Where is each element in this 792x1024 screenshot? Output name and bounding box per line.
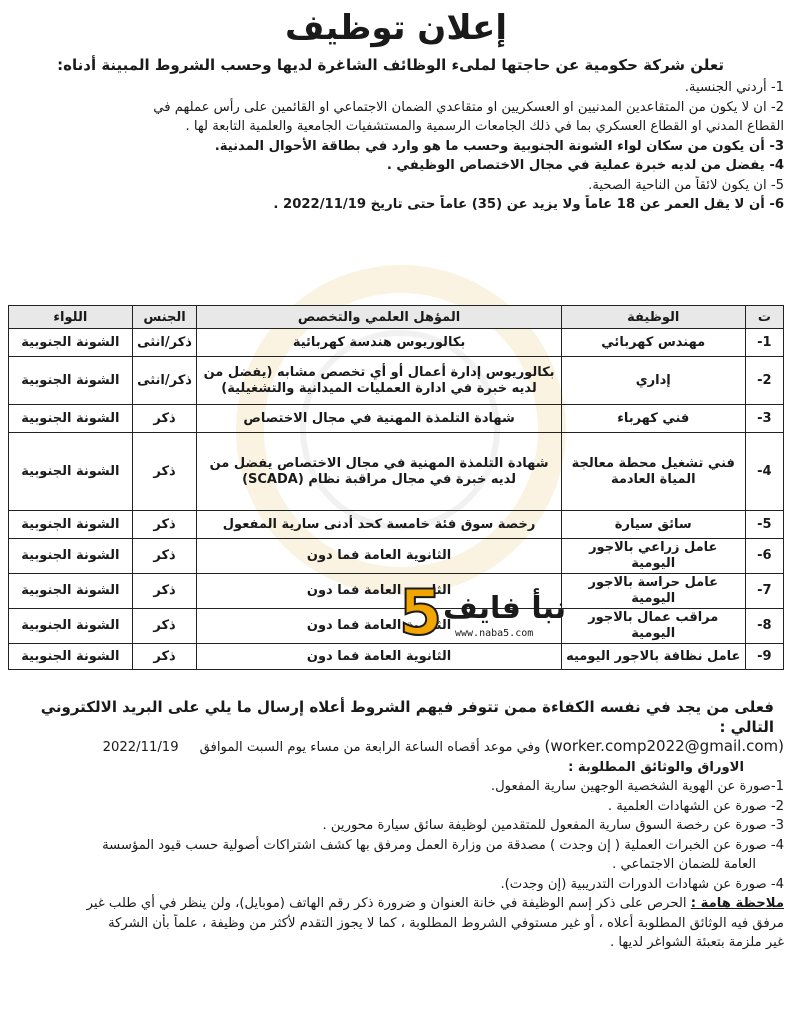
- table-row: [9, 433, 784, 511]
- email-address[interactable]: (worker.comp2022@gmail.com): [544, 737, 784, 755]
- row-region: الشونة الجنوبية: [9, 433, 133, 511]
- row-num: 5-: [745, 511, 783, 539]
- logo-digit: 5: [399, 576, 443, 649]
- doc-item: 2- صورة عن الشهادات العلمية .: [607, 798, 784, 814]
- row-qual: الثانوية العامة فما دون: [197, 609, 562, 644]
- row-region: الشونة الجنوبية: [9, 539, 133, 574]
- row-gender: ذكر: [132, 433, 197, 511]
- doc-item: 4- صورة عن شهادات الدورات التدريبية (إن وجدت).: [500, 876, 784, 892]
- row-qual: شهادة التلمذة المهنية في مجال الاختصاص يفضل من لديه خبرة في مجال مراقبة نظام (SCADA): [197, 433, 562, 511]
- table-row: [9, 539, 784, 574]
- table-row: [9, 329, 784, 357]
- apply-heading: فعلى من يجد في نفسه الكفاءة ممن تتوفر فيهم الشروط أعلاه إرسال ما يلي على البريد الالكتروني التالي :: [40, 698, 774, 736]
- row-region: الشونة الجنوبية: [9, 511, 133, 539]
- row-job: مراقب عمال بالاجور اليومية: [561, 609, 745, 644]
- row-qual: شهادة التلمذة المهنية في مجال الاختصاص: [197, 405, 562, 433]
- row-gender: ذكر: [132, 405, 197, 433]
- doc-item: 1-صورة عن الهوية الشخصية الوجهين سارية المفعول.: [490, 779, 784, 794]
- table-header-row: [9, 306, 784, 329]
- doc-item: 4- صورة عن الخبرات العملية ( إن وجدت ) مصدقة من وزارة العمل ومرفق بها كشف اشتراكات أصولية حسب قيود المؤسسة: [102, 837, 784, 853]
- note-line-3: غير ملزمة بتعبئة الشواغر لديها .: [610, 935, 784, 950]
- naba5-logo: [395, 576, 605, 652]
- row-num: 4-: [745, 433, 783, 511]
- table-row: [9, 405, 784, 433]
- row-region: الشونة الجنوبية: [9, 574, 133, 609]
- logo-name: نبأ فايف: [443, 591, 567, 626]
- condition-5: 5- ان يكون لائقاً من الناحية الصحية.: [588, 177, 784, 193]
- row-gender: ذكر/انثى: [132, 357, 197, 405]
- conditions-list: [8, 78, 784, 215]
- row-job: إداري: [561, 357, 745, 405]
- row-job: سائق سيارة: [561, 511, 745, 539]
- intro-text: تعلن شركة حكومية عن حاجتها لملىء الوظائف الشاغرة لديها وحسب الشروط المبينة أدناه:: [57, 56, 724, 74]
- row-gender: ذكر/انثى: [132, 329, 197, 357]
- condition-2-cont: القطاع المدني او القطاع العسكري بما في ذلك الجامعات الرسمية والمستشفيات الجامعية والعلمية التابعة لها .: [185, 119, 784, 134]
- header-gender: الجنس: [132, 306, 197, 329]
- announcement-page: [0, 0, 792, 215]
- deadline-text: وفي موعد أقصاه الساعة الرابعة من مساء يوم السبت الموافق: [199, 740, 541, 755]
- row-job: فني تشغيل محطة معالجة المياة العادمة: [561, 433, 745, 511]
- page-title: إعلان توظيف: [284, 8, 508, 48]
- row-num: 1-: [745, 329, 783, 357]
- condition-1: 1- أردني الجنسية.: [684, 80, 784, 95]
- row-job: مهندس كهربائي: [561, 329, 745, 357]
- row-job: عامل نظافة بالاجور اليوميه: [561, 644, 745, 670]
- row-qual: بكالوريوس هندسة كهربائية: [197, 329, 562, 357]
- row-region: الشونة الجنوبية: [9, 405, 133, 433]
- row-num: 7-: [745, 574, 783, 609]
- header-region: اللواء: [9, 306, 133, 329]
- row-job: عامل زراعي بالاجور اليومية: [561, 539, 745, 574]
- row-region: الشونة الجنوبية: [9, 644, 133, 670]
- table-row: [9, 511, 784, 539]
- row-gender: ذكر: [132, 511, 197, 539]
- row-qual: الثانوية العامة فما دون: [197, 574, 562, 609]
- note-label: ملاحظة هامة :: [690, 896, 784, 911]
- row-num: 6-: [745, 539, 783, 574]
- row-gender: ذكر: [132, 609, 197, 644]
- condition-6: 6- أن لا يقل العمر عن 18 عاماً ولا يزيد عن (35) عاماً حتى تاريخ 2022/11/19 .: [273, 197, 784, 212]
- email-line: [8, 737, 784, 758]
- row-num: 8-: [745, 609, 783, 644]
- note-line-1: [8, 894, 784, 914]
- condition-3: 3- أن يكون من سكان لواء الشونة الجنوبية وحسب ما هو وارد في بطاقة الأحوال المدنية.: [214, 138, 784, 154]
- row-num: 2-: [745, 357, 783, 405]
- row-gender: ذكر: [132, 574, 197, 609]
- application-section: [8, 698, 784, 953]
- row-job: عامل حراسة بالاجور اليومية: [561, 574, 745, 609]
- row-region: الشونة الجنوبية: [9, 357, 133, 405]
- row-qual: الثانوية العامة فما دون: [197, 539, 562, 574]
- row-region: الشونة الجنوبية: [9, 609, 133, 644]
- header-qual: المؤهل العلمي والتخصص: [197, 306, 562, 329]
- row-gender: ذكر: [132, 644, 197, 670]
- row-job: فني كهرباء: [561, 405, 745, 433]
- row-num: 3-: [745, 405, 783, 433]
- row-gender: ذكر: [132, 539, 197, 574]
- note-text-1: الحرص على ذكر إسم الوظيفة في خانة العنوان و ضرورة ذكر رقم الهاتف (موبايل)، ولن ينظر في أي طلب غير: [86, 896, 687, 911]
- row-qual: الثانوية العامة فما دون: [197, 644, 562, 670]
- header-job: الوظيفة: [561, 306, 745, 329]
- condition-2: 2- ان لا يكون من المتقاعدين المدنيين او العسكريين او متقاعدي الضمان الاجتماعي او القائمين على رأس عملهم في: [153, 99, 784, 115]
- row-qual: بكالوريوس إدارة أعمال أو أي تخصص مشابه (يفضل من لديه خبرة في ادارة العمليات الميدانية والتشغيلية): [197, 357, 562, 405]
- doc-item: العامة للضمان الاجتماعي .: [612, 857, 756, 872]
- docs-title: الاوراق والوثائق المطلوبة :: [568, 759, 744, 775]
- table-row: [9, 357, 784, 405]
- header-num: ت: [745, 306, 783, 329]
- row-num: 9-: [745, 644, 783, 670]
- row-qual: رخصة سوق فئة خامسة كحد أدنى سارية المفعول: [197, 511, 562, 539]
- deadline-date: 2022/11/19: [102, 740, 179, 755]
- row-region: الشونة الجنوبية: [9, 329, 133, 357]
- note-line-2: مرفق فيه الوثائق المطلوبة أعلاه ، أو غير مستوفي الشروط المطلوبة ، كما لا يجوز التقدم لأكثر من وظيفة ، علماً بأن الشركة: [108, 915, 784, 931]
- logo-url: www.naba5.com: [455, 628, 534, 639]
- condition-4: 4- يفضل من لديه خبرة عملية في مجال الاختصاص الوظيفي .: [386, 158, 784, 173]
- doc-item: 3- صورة عن رخصة السوق سارية المفعول للمتقدمين لوظيفة سائق سيارة محورين .: [322, 818, 784, 833]
